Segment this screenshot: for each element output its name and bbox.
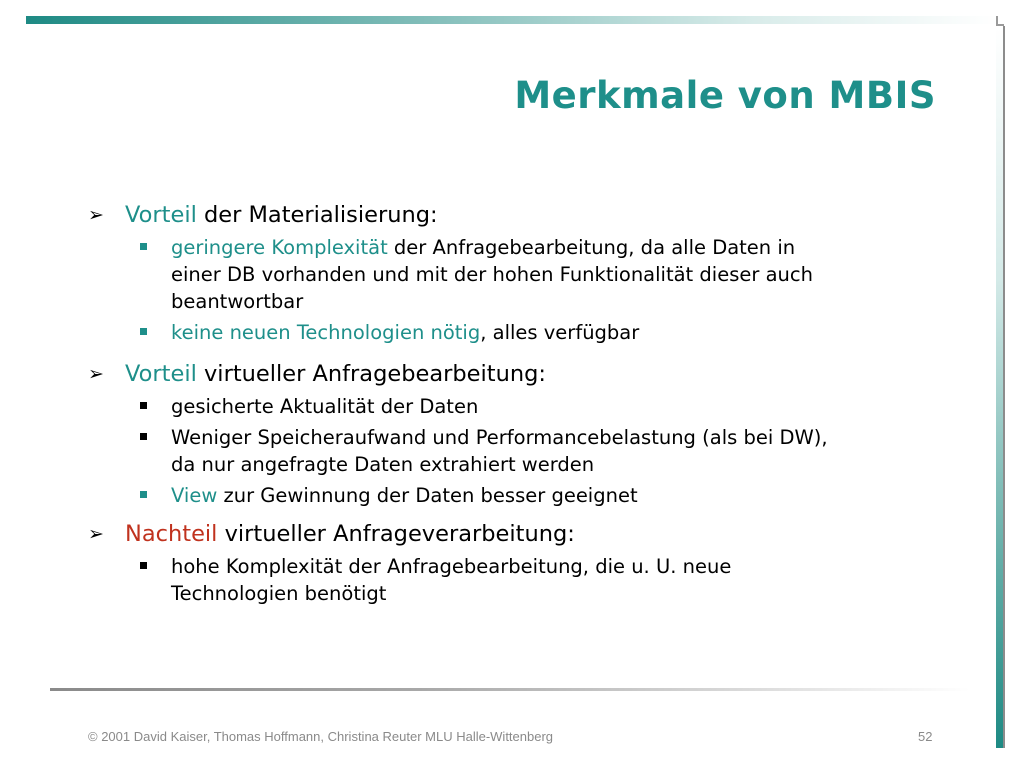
bullet-text-line: , alles verfügbar bbox=[480, 321, 640, 344]
bullet-level2 bbox=[88, 424, 948, 478]
bullet-text-line: Technologien benötigt bbox=[171, 582, 387, 605]
square-bullet-icon bbox=[140, 328, 147, 335]
bullet-keyword: Vorteil bbox=[125, 361, 197, 387]
bullet-level2 bbox=[88, 553, 948, 607]
bullet-text-line: gesicherte Aktualität der Daten bbox=[171, 395, 479, 418]
bullet-text-line: zur Gewinnung der Daten besser geeignet bbox=[217, 484, 638, 507]
bullet-text: der Materialisierung: bbox=[196, 202, 438, 228]
footer-rule bbox=[50, 688, 970, 691]
bullet-level2 bbox=[88, 393, 948, 420]
bullet-text: virtueller Anfrageverarbeitung: bbox=[217, 521, 575, 547]
bullet-text-line: beantwortbar bbox=[171, 290, 304, 313]
square-bullet-icon bbox=[140, 491, 147, 498]
bullet-text-line: da nur angefragte Daten extrahiert werden bbox=[171, 453, 595, 476]
bullet-level1 bbox=[88, 519, 948, 549]
bullet-text-line: der Anfragebearbeitung, da alle Daten in bbox=[387, 236, 796, 259]
square-bullet-icon bbox=[140, 433, 147, 440]
arrow-bullet-icon: ➢ bbox=[88, 204, 104, 226]
square-bullet-icon bbox=[140, 562, 147, 569]
bullet-keyword: Nachteil bbox=[125, 521, 218, 547]
square-bullet-icon bbox=[140, 402, 147, 409]
bullet-highlight: geringere Komplexität bbox=[171, 236, 388, 259]
bullet-keyword: Vorteil bbox=[125, 202, 197, 228]
bullet-highlight: View bbox=[171, 484, 218, 507]
bullet-text-line: Weniger Speicheraufwand und Performancebelastung (als bei DW), bbox=[171, 426, 828, 449]
bullet-level2 bbox=[88, 234, 948, 315]
right-accent-bar bbox=[996, 26, 1003, 748]
page-number: 52 bbox=[918, 729, 933, 744]
bullet-level2 bbox=[88, 319, 948, 346]
slide-title: Merkmale von MBIS bbox=[514, 74, 936, 117]
square-bullet-icon bbox=[140, 243, 147, 250]
bullet-highlight: keine neuen Technologien nötig bbox=[171, 321, 481, 344]
arrow-bullet-icon: ➢ bbox=[88, 523, 104, 545]
arrow-bullet-icon: ➢ bbox=[88, 363, 104, 385]
top-accent-bar bbox=[26, 16, 998, 24]
bullet-level1 bbox=[88, 200, 948, 230]
bullet-level2 bbox=[88, 482, 948, 509]
bullet-text-line: einer DB vorhanden und mit der hohen Funktionalität dieser auch bbox=[171, 263, 813, 286]
right-frame-line bbox=[1003, 26, 1005, 748]
bullet-level1 bbox=[88, 359, 948, 389]
bullet-text: virtueller Anfragebearbeitung: bbox=[196, 361, 546, 387]
bullet-text-line: hohe Komplexität der Anfragebearbeitung, die u. U. neue bbox=[171, 555, 732, 578]
footer-copyright: © 2001 David Kaiser, Thomas Hoffmann, Christina Reuter MLU Halle-Wittenberg bbox=[88, 729, 554, 744]
slide-content bbox=[88, 200, 948, 607]
